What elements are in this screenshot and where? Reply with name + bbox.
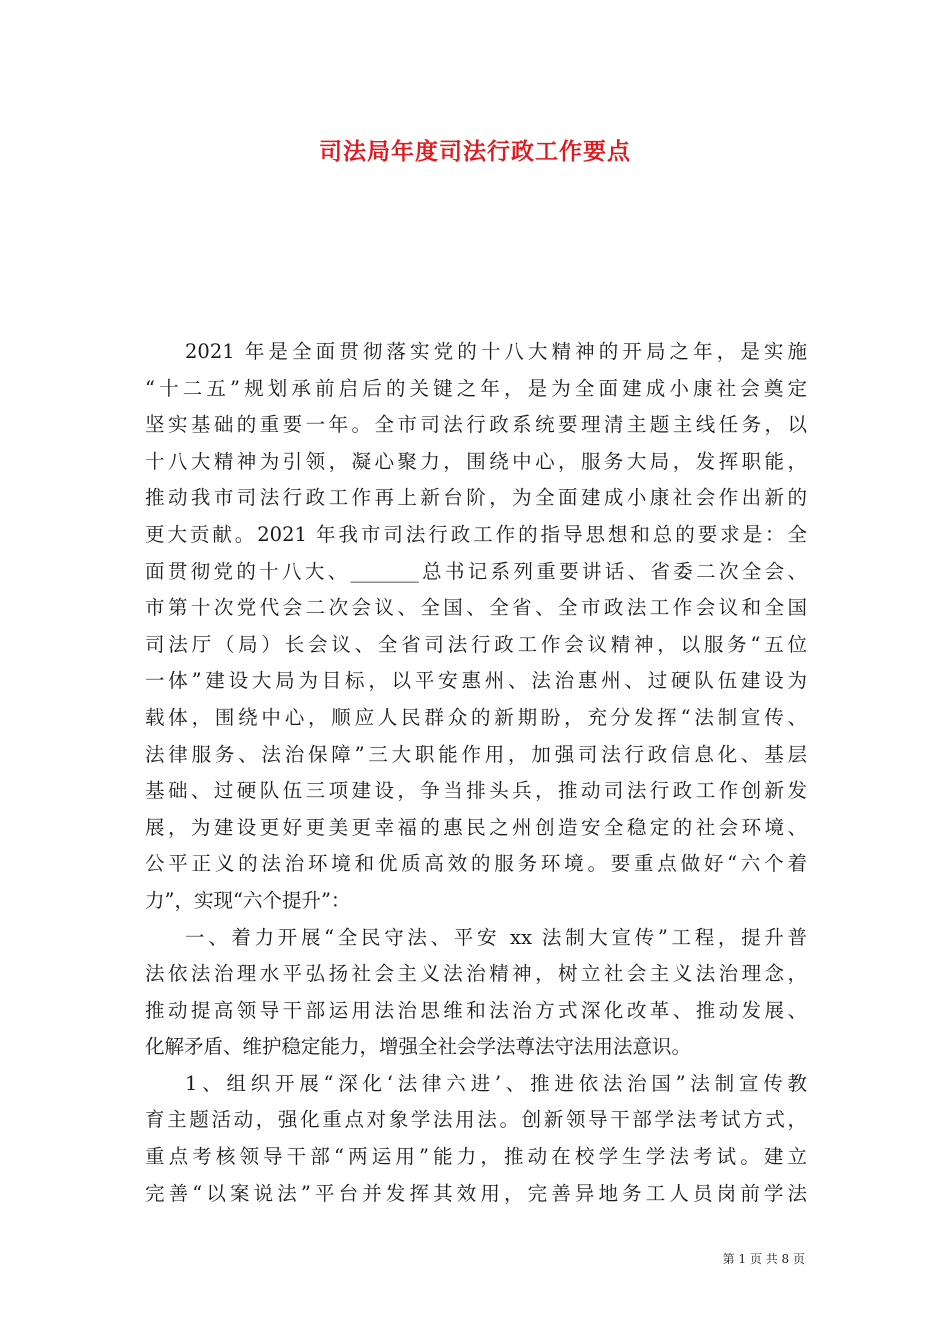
paragraph-line: 法依法治理水平弘扬社会主义法治精神，树立社会主义法治理念， — [145, 962, 807, 986]
paragraph-line: 化解矛盾、维护稳定能力，增强全社会学法尊法守法用法意识。 — [145, 1035, 692, 1059]
paragraph-line: 市第十次党代会二次会议、全国、全省、全市政法工作会议和全国 — [145, 596, 807, 620]
paragraph-line: 2021 年是全面贯彻落实党的十八大精神的开局之年，是实施 — [185, 340, 807, 363]
paragraph-line: 基础、过硬队伍三项建设，争当排头兵，推动司法行政工作创新发 — [145, 779, 807, 803]
paragraph-line: “十二五”规划承前启后的关键之年，是为全面建成小康社会奠定 — [145, 376, 807, 400]
paragraph-line: 展，为建设更好更美更幸福的惠民之州创造安全稳定的社会环境、 — [145, 815, 807, 839]
paragraph-line: 法律服务、法治保障”三大职能作用，加强司法行政信息化、基层 — [145, 742, 807, 766]
paragraph-line: 推动我市司法行政工作再上新台阶，为全面建成小康社会作出新的 — [145, 486, 807, 510]
paragraph-line: 载体，围绕中心，顺应人民群众的新期盼，充分发挥“法制宣传、 — [145, 705, 807, 729]
paragraph-line: 更大贡献。2021 年我市司法行政工作的指导思想和总的要求是：全 — [145, 522, 807, 546]
paragraph-line: 1、组织开展“深化‘法律六进’、推进依法治国”法制宣传教 — [185, 1071, 807, 1095]
paragraph-line: 一、着力开展“全民守法、平安 xx 法制大宣传”工程，提升普 — [185, 925, 807, 949]
paragraph-line: 司法厅（局）长会议、全省司法行政工作会议精神，以服务“五位 — [145, 632, 807, 656]
paragraph-line: 重点考核领导干部“两运用”能力，推动在校学生学法考试。建立 — [145, 1145, 807, 1169]
document-title: 司法局年度司法行政工作要点 — [319, 138, 631, 165]
paragraph-line: 面贯彻党的十八大、_______总书记系列重要讲话、省委二次全会、 — [145, 559, 807, 583]
paragraph-line: 育主题活动，强化重点对象学法用法。创新领导干部学法考试方式， — [145, 1108, 807, 1132]
paragraph-line: 完善“以案说法”平台并发挥其效用，完善异地务工人员岗前学法 — [145, 1181, 807, 1205]
paragraph-line: 十八大精神为引领，凝心聚力，围绕中心，服务大局，发挥职能， — [145, 449, 807, 473]
page-number-footer: 第 1 页 共 8 页 — [722, 1252, 805, 1266]
paragraph-line: 坚实基础的重要一年。全市司法行政系统要理清主题主线任务，以 — [145, 413, 807, 437]
paragraph-line: 推动提高领导干部运用法治思维和法治方式深化改革、推动发展、 — [145, 998, 807, 1022]
paragraph-line: 一体”建设大局为目标，以平安惠州、法治惠州、过硬队伍建设为 — [145, 669, 807, 693]
document-body — [145, 334, 807, 1212]
paragraph-line: 公平正义的法治环境和优质高效的服务环境。要重点做好“六个着 — [145, 852, 807, 876]
paragraph-line: 力”，实现“六个提升”： — [145, 888, 351, 912]
